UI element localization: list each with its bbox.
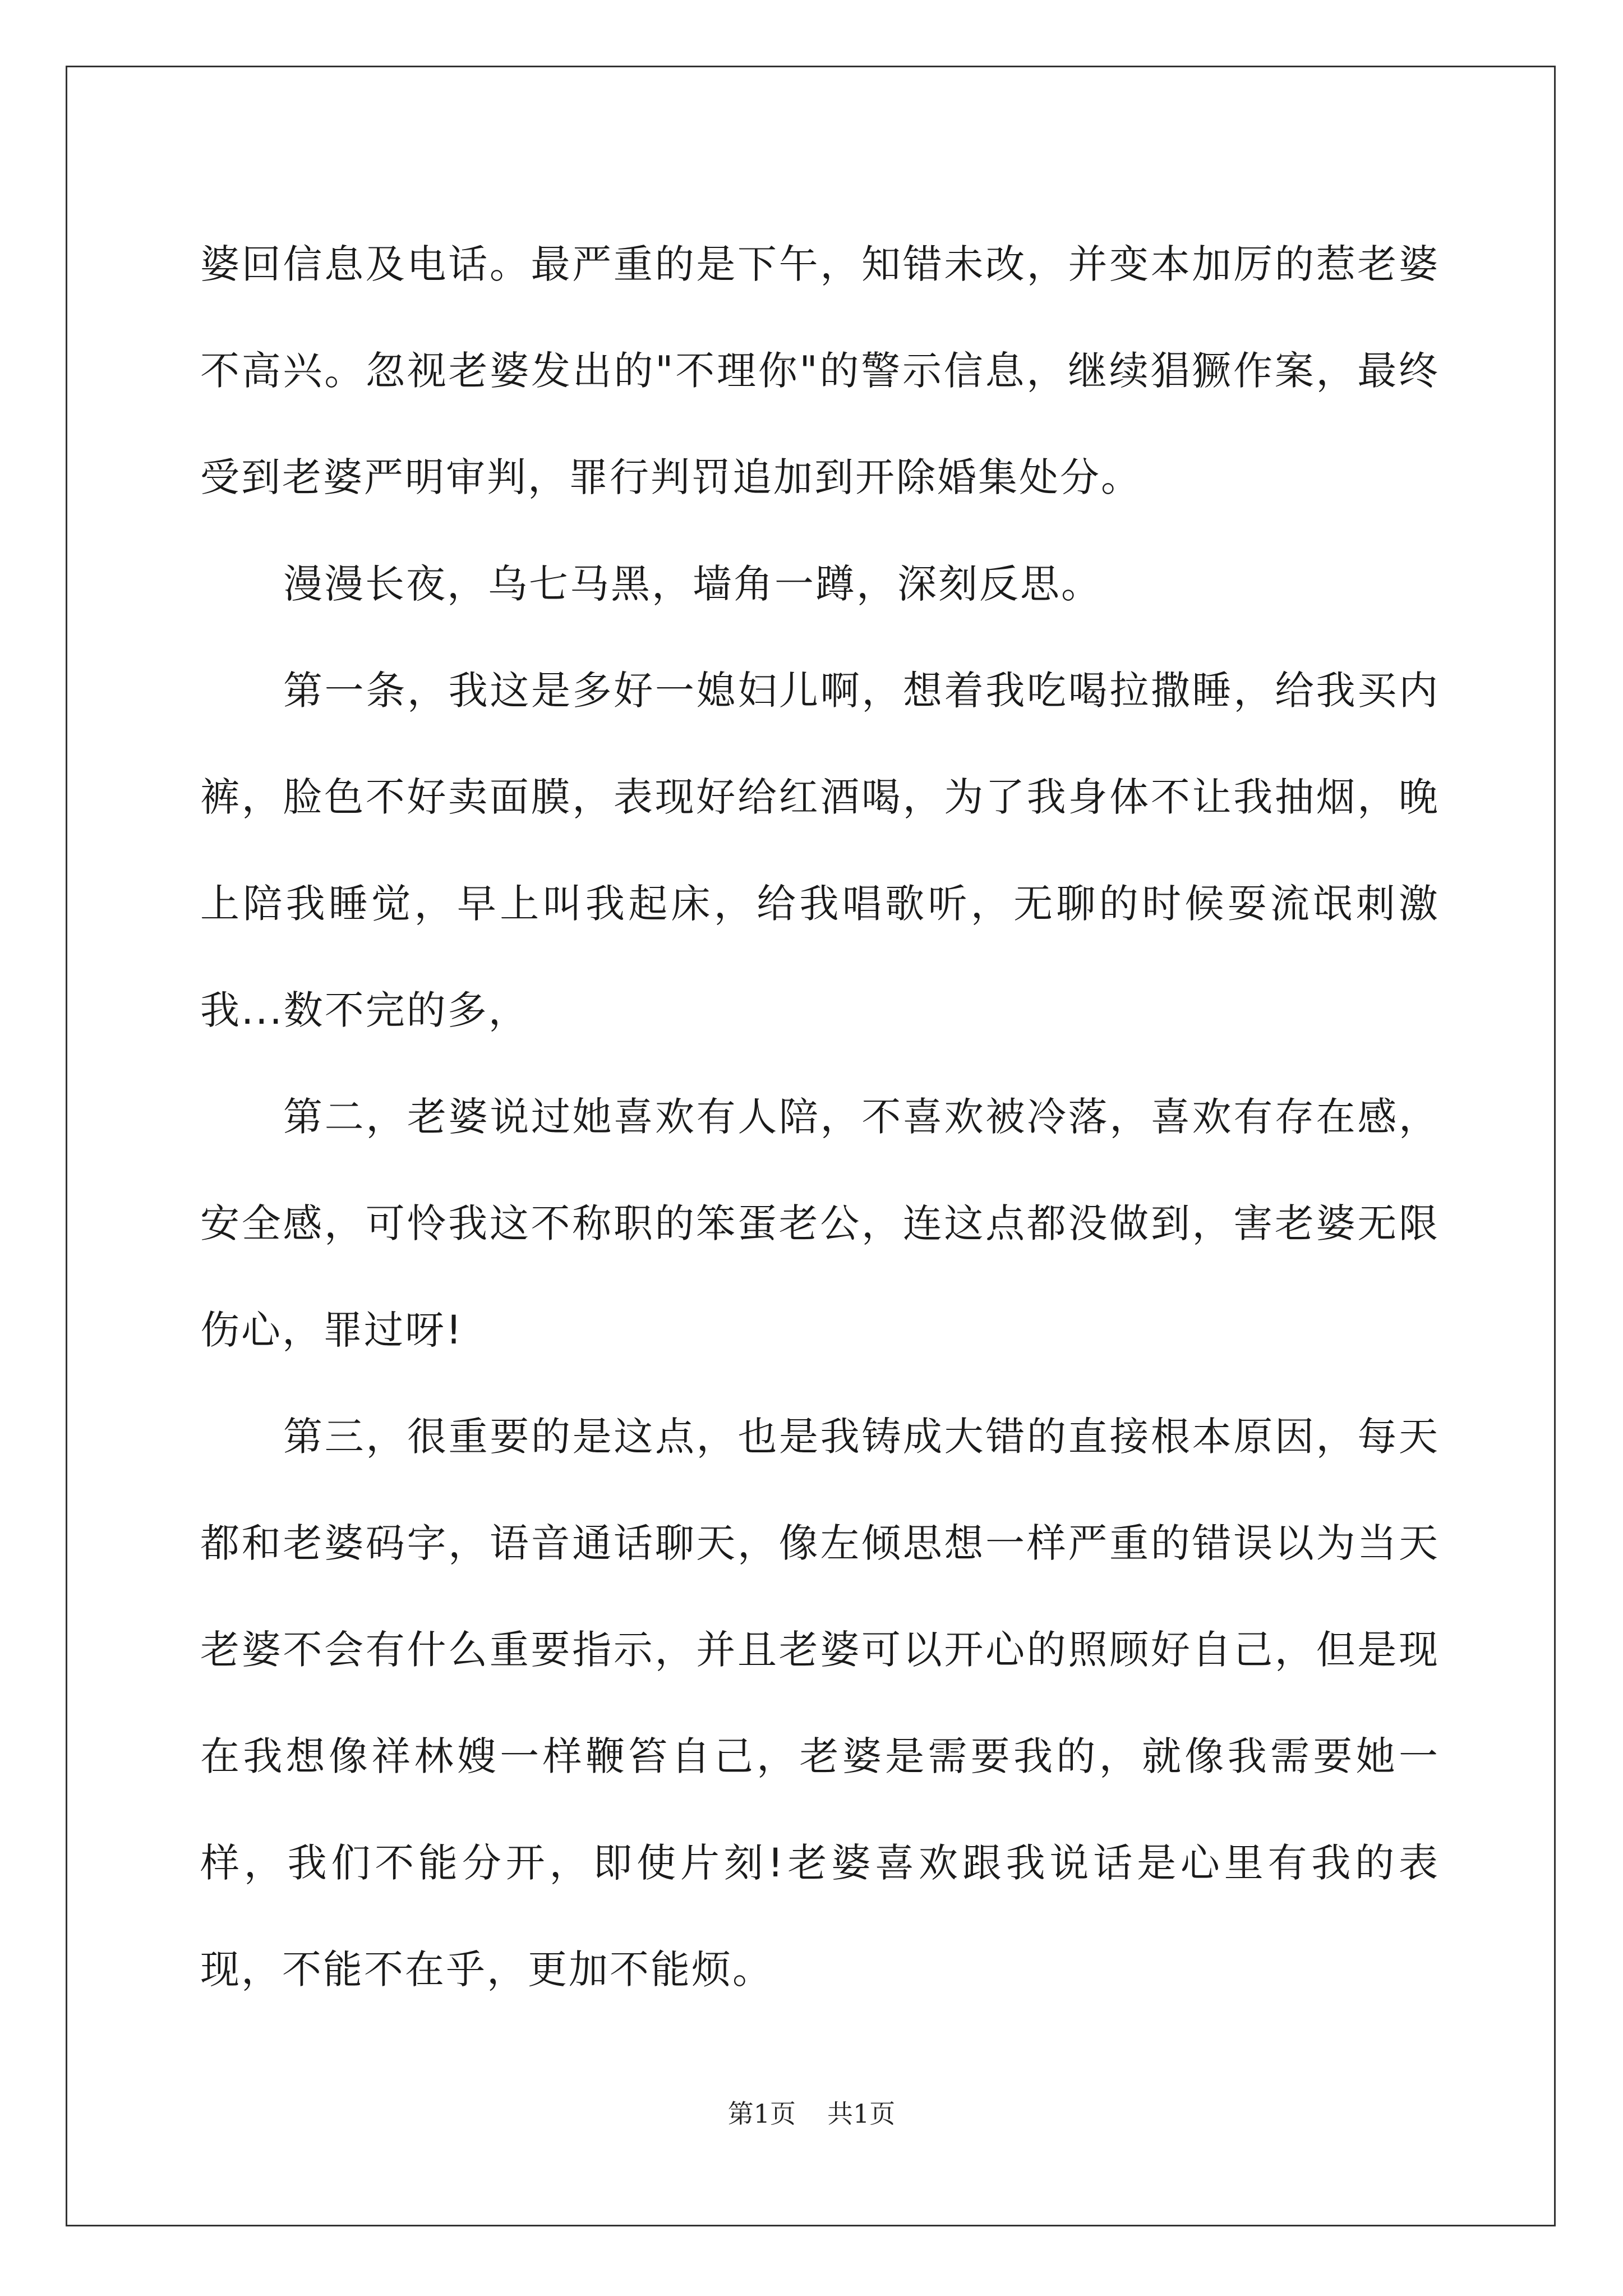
paragraph-2: 漫漫长夜，乌七马黑，墙角一蹲，深刻反思。 [283, 561, 1102, 607]
paragraph-1: 婆回信息及电话。最严重的是下午，知错未改，并变本加厉的惹老婆不高兴。忽视老婆发出的"不理你"的警示信息，继续猖獗作案，最终受到老婆严明审判，罪行判罚追加到开除婚集处分。 [200, 241, 1440, 500]
paragraph-4: 第二，老婆说过她喜欢有人陪，不喜欢被冷落，喜欢有存在感，安全感，可怜我这不称职的笨蛋老公，连这点都没做到，害老婆无限伤心，罪过呀! [200, 1094, 1440, 1353]
document-body [200, 211, 1440, 2023]
page-number: 第1页 [727, 2099, 796, 2129]
page-footer [0, 2093, 1623, 2131]
page-total: 共1页 [827, 2099, 896, 2129]
paragraph-5: 第三，很重要的是这点，也是我铸成大错的直接根本原因，每天都和老婆码字，语音通话聊天，像左倾思想一样严重的错误以为当天老婆不会有什么重要指示，并且老婆可以开心的照顾好自己，但是现在我想像祥林嫂一样鞭笞自己，老婆是需要我的，就像我需要她一样，我们不能分开，即使片刻!老婆喜欢跟我说话是心里有我的表现，不能不在乎，更加不能烦。 [200, 1414, 1440, 1993]
paragraph-3: 第一条，我这是多好一媳妇儿啊，想着我吃喝拉撒睡，给我买内裤，脸色不好卖面膜，表现好给红酒喝，为了我身体不让我抽烟，晚上陪我睡觉，早上叫我起床，给我唱歌听，无聊的时候耍流氓刺激我...数不完的多， [200, 668, 1440, 1033]
